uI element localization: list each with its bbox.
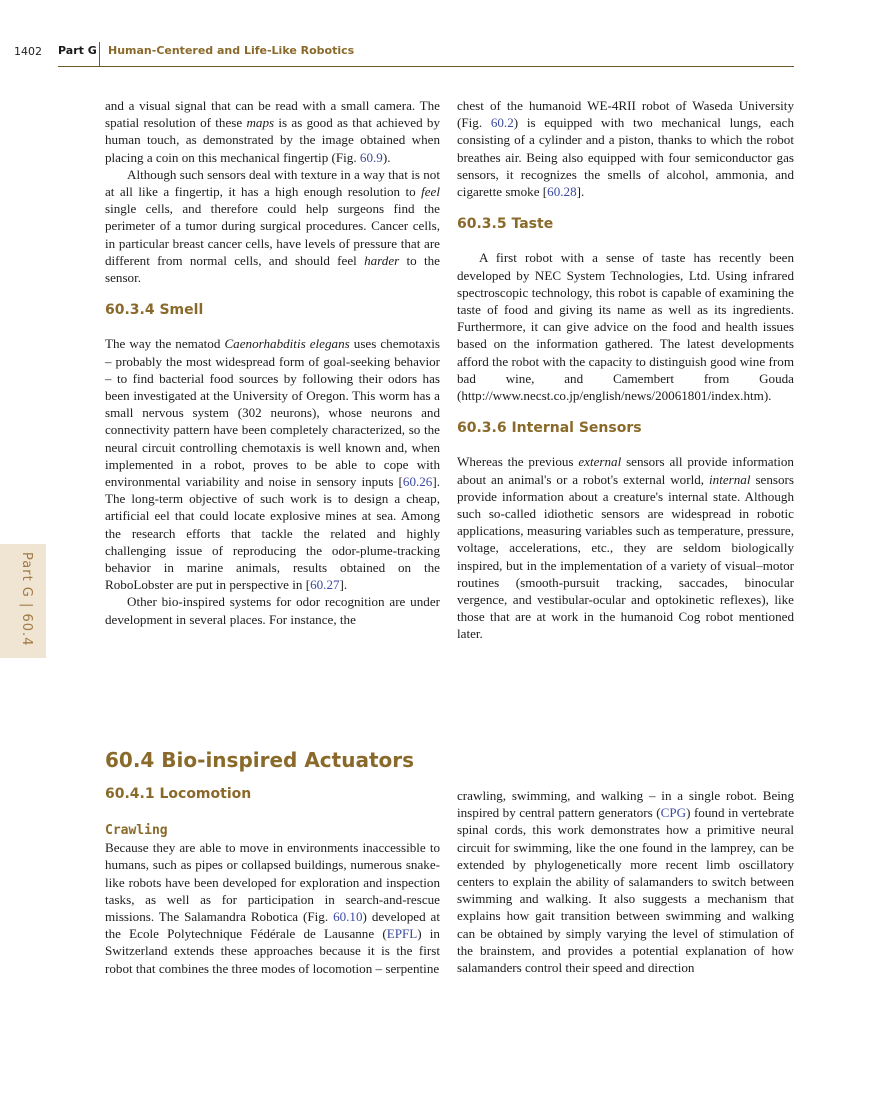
paragraph: Whereas the previous external sensors all provide information about an animal's or a robot's external world, internal sensors provide information about a creature's internal state. Although such so-called idiothetic sensors are widespread in robotic applications, measuring variables such as temperature, pressure, voltage, accelerations, etc., they are seldom biologically inspired, but in the implementation of a variety of visual–motor routines (smooth-pursuit tracking, saccades, binocular vergence, and vestibular-ocular and optokinetic reflexes), like those that are at work in the humanoid Cog robot mentioned later. [457, 454, 794, 642]
header-divider [99, 42, 100, 66]
left-column-bottom [105, 822, 440, 977]
paragraph: and a visual signal that can be read with a small camera. The spatial resolution of these maps is as good as that achieved by human touch, as demonstrated by the image obtained when placing a coin on this mechanical fingertip (Fig. 60.9). [105, 98, 441, 165]
paragraph: Although such sensors deal with texture in a way that is not at all like a fingertip, it has a high enough resolution to feel single cells, and therefore could help surgeons find the perimeter of a tumor during surgical procedures. Cancer cells, in particular breast cancer cells, have levels of pressure that are different from normal cells, and should feel harder to the sensor. [105, 166, 440, 286]
part-title: Human-Centered and Life-Like Robotics [108, 44, 355, 57]
part-label: Part G [58, 44, 97, 57]
right-column-top [457, 97, 794, 643]
paragraph: The way the nematod Caenorhabditis elegans uses chemotaxis – probably the most widespread form of goal-seeking behavior – to find bacterial food sources by following their odors has been investigated at the University of Oregon. This worm has a small nervous system (302 neurons), whose neurons and connectivity pattern have been completely characterized, so the neural circuit controlling chemotaxis is well known and, when implemented in a robot, proves to be able to cope with environmental variability and noise in sensory inputs [60.26]. The long-term objective of such work is to design a cheap, artificial eel that could locate explosive mines at sea. Among the research efforts that tackle the related and highly challenging issue of reproducing the odor-plume-tracking behavior in marine animals, results obtained on the RoboLobster are put in perspective in [60.27]. [105, 336, 441, 593]
citation-link[interactable]: 60.26 [402, 474, 433, 490]
citation-link[interactable]: 60.28 [547, 184, 577, 200]
paragraph: crawling, swimming, and walking – in a single robot. Being inspired by central pattern generators (CPG) found in vertebrate spinal cords, this work demonstrates how a primitive neural circuit for swimming, like the one found in the lamprey, can be extended by phylogenetically more recent limb oscillatory centers to explain the ability of salamanders to switch between swimming and walking. It also suggests a mechanism that explains how gait transition between swimming and walking can be obtained by simply varying the level of stimulation of the brainstem, and provides a potential explanation of how salamanders control their speed and direction [457, 788, 794, 976]
subsubsection-heading-crawling: Crawling [105, 823, 168, 838]
running-header [0, 44, 875, 66]
acronym-link[interactable]: CPG [660, 805, 687, 821]
section-heading-smell: 60.3.4 Smell [105, 302, 204, 319]
citation-link[interactable]: 60.27 [310, 577, 340, 593]
side-tab [0, 544, 46, 658]
paragraph: A first robot with a sense of taste has recently been developed by NEC System Technologies, Ltd. Using infrared spectroscopic technology, this robot is capable of examining the taste of food and giving its name as well as its ingredients. Furthermore, it can give advice on the food and health issues based on the information gathered. The latest developments afford the robot with the capacity to distinguish good wine from bad wine, and Camembert from Gouda (http://www.necst.co.jp/english/news/20061801/index.htm). [457, 250, 794, 404]
right-column-bottom [457, 787, 794, 976]
chapter-section-heading: 60.4 Bio-inspired Actuators [105, 748, 415, 772]
header-rule [58, 66, 794, 67]
figure-link[interactable]: 60.10 [333, 909, 363, 925]
acronym-link[interactable]: EPFL [386, 926, 418, 942]
page-number: 1402 [14, 45, 42, 58]
figure-link[interactable]: 60.2 [490, 115, 514, 131]
paragraph: Other bio-inspired systems for odor recognition are under development in several places. For instance, the [105, 594, 440, 627]
subsection-heading-locomotion: 60.4.1 Locomotion [105, 786, 252, 802]
paragraph: Because they are able to move in environments inaccessible to humans, such as pipes or collapsed buildings, numerous snake-like robots have been developed for exploration and inspection tasks, as well as for participation in search-and-rescue missions. The Salamandra Robotica (Fig. 60.10) developed at the Ecole Polytechnique Fédérale de Lausanne (EPFL) in Switzerland extends these approaches because it is the first robot that combines the three modes of locomotion – serpentine [105, 840, 441, 976]
figure-link[interactable]: 60.9 [359, 149, 383, 165]
section-heading-taste: 60.3.5 Taste [457, 216, 554, 233]
paragraph: chest of the humanoid WE-4RII robot of Waseda University (Fig. 60.2) is equipped with two mechanical lungs, each consisting of a cylinder and a piston, thanks to which the robot breathes air. Being also equipped with four semiconductor gas sensors, it recognizes the smells of alcohol, ammonia, and cigarette smoke [60.28]. [457, 98, 795, 200]
left-column-top [105, 97, 440, 628]
section-heading-internal-sensors: 60.3.6 Internal Sensors [457, 420, 642, 437]
side-tab-label: Part G | 60.4 [19, 552, 34, 647]
